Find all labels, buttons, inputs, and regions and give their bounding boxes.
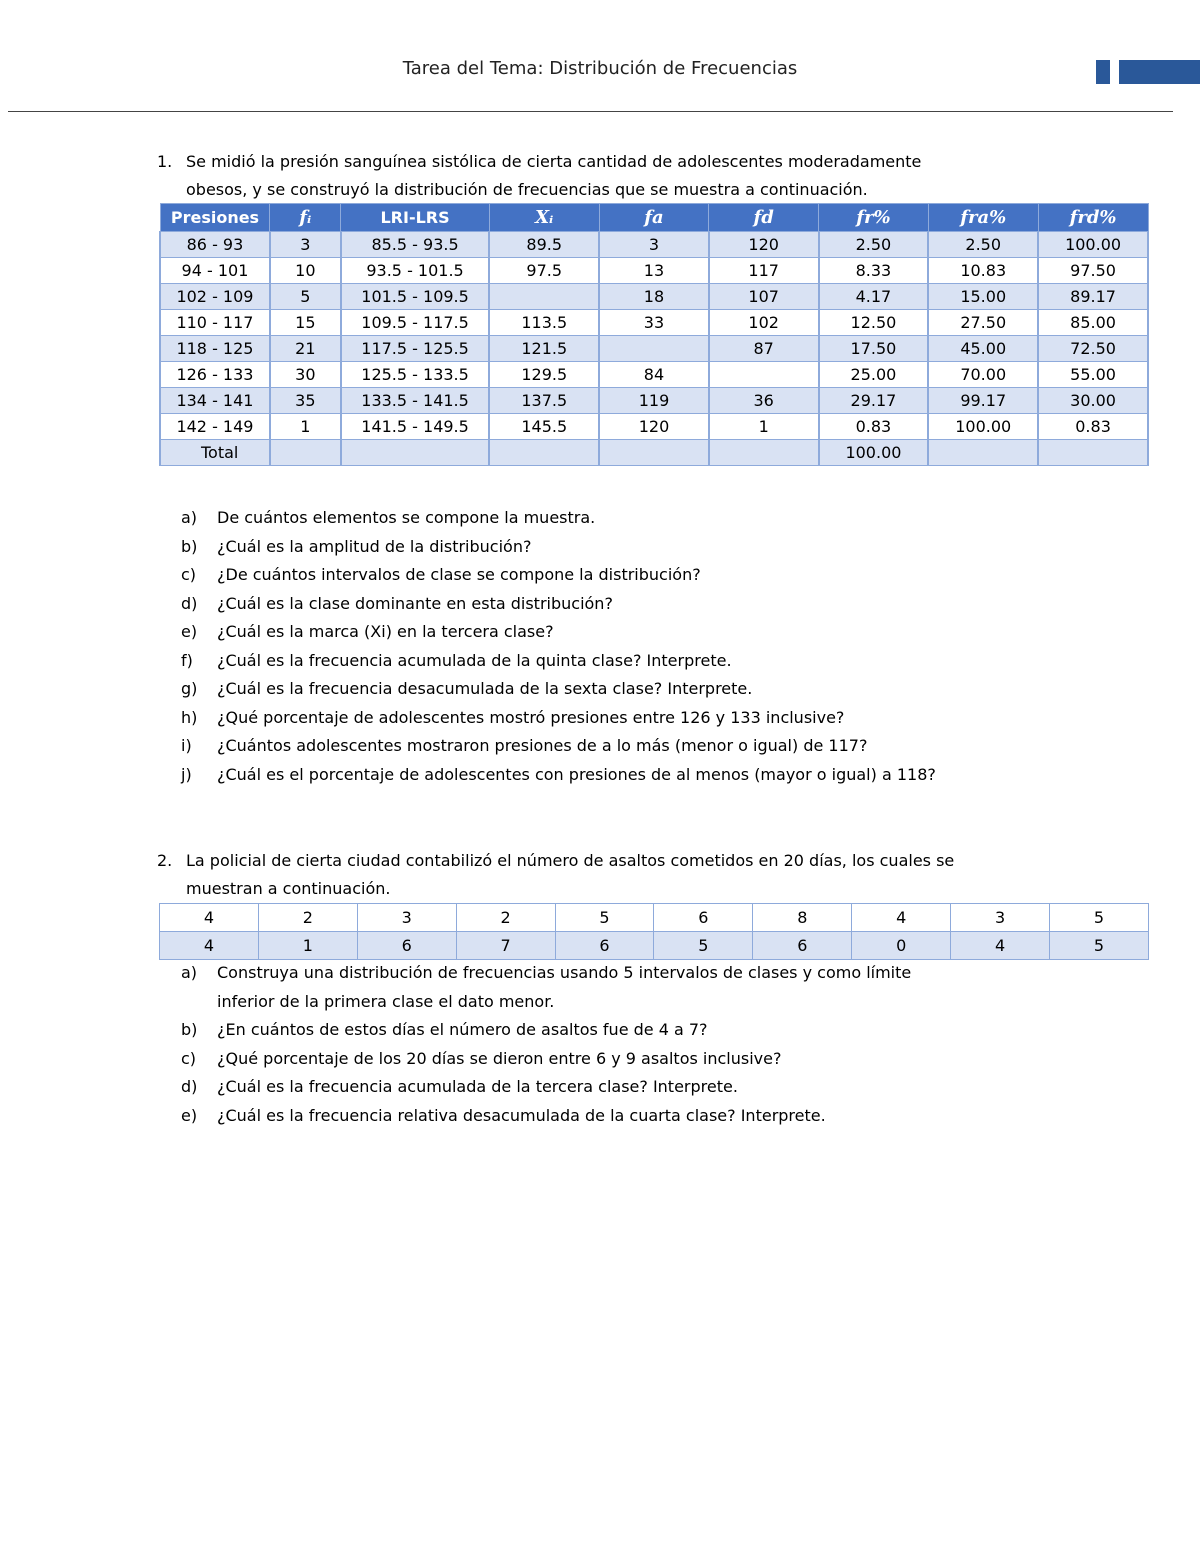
- assault-data-table: [159, 903, 1149, 960]
- table-cell: 0.83: [1038, 414, 1148, 440]
- question-2-subquestions: [181, 963, 1081, 1143]
- table-cell: 6: [357, 932, 456, 960]
- header-fr-percent: fr%: [819, 204, 929, 232]
- table-cell: 13: [599, 258, 709, 284]
- table-cell: 0.83: [819, 414, 929, 440]
- table-cell: 1: [709, 414, 819, 440]
- list-item-text: ¿Cuál es la frecuencia acumulada de la quinta clase? Interprete.: [217, 650, 732, 670]
- header-xi: Xᵢ: [489, 204, 599, 232]
- table-cell: 25.00: [819, 362, 929, 388]
- table-cell: 4: [951, 932, 1050, 960]
- table-row: [160, 284, 1148, 310]
- list-item-label: e): [181, 1105, 198, 1125]
- question-2-intro: [157, 847, 1157, 903]
- list-item-label: i): [181, 736, 192, 755]
- list-item-text: De cuántos elementos se compone la muestra.: [217, 508, 596, 527]
- table-row: [160, 932, 1149, 960]
- table-cell: 142 - 149: [160, 414, 270, 440]
- question-1-line-2: obesos, y se construyó la distribución de frecuencias que se muestra a continuación.: [186, 180, 868, 199]
- table-row: [160, 336, 1148, 362]
- list-item-label: f): [181, 650, 193, 670]
- list-item-text: inferior de la primera clase el dato menor.: [217, 991, 555, 1011]
- table-cell: [928, 440, 1038, 466]
- table-cell: 5: [654, 932, 753, 960]
- list-item-text: ¿En cuántos de estos días el número de asaltos fue de 4 a 7?: [217, 1020, 708, 1039]
- table-header-row: [160, 204, 1148, 232]
- table-cell: 33: [599, 310, 709, 336]
- list-item-label: b): [181, 536, 198, 556]
- title-rest: Distribución de Frecuencias: [543, 58, 798, 79]
- table-cell: 15: [270, 310, 341, 336]
- list-item-label: d): [181, 593, 198, 613]
- table-cell: 100.00: [928, 414, 1038, 440]
- table-cell: 120: [709, 232, 819, 258]
- table-cell: 4.17: [819, 284, 929, 310]
- header-fa: fa: [599, 204, 709, 232]
- list-item-label: j): [181, 764, 192, 784]
- list-item-text: ¿Cuál es la frecuencia relativa desacumulada de la cuarta clase? Interprete.: [217, 1105, 826, 1125]
- table-cell: 1: [270, 414, 341, 440]
- question-1-subquestions: [181, 508, 1081, 798]
- table-cell: 89.5: [489, 232, 599, 258]
- page-title: [0, 58, 1200, 79]
- table-cell: 0: [852, 932, 951, 960]
- question-2-line-1: La policial de cierta ciudad contabilizó el número de asaltos cometidos en 20 días, los cuales se: [186, 851, 955, 870]
- table-cell: 3: [599, 232, 709, 258]
- table-cell: 121.5: [489, 336, 599, 362]
- table-cell: 102: [709, 310, 819, 336]
- header-fi: fᵢ: [270, 204, 341, 232]
- table-row: [160, 388, 1148, 414]
- table-cell: 72.50: [1038, 336, 1148, 362]
- table-cell: [489, 284, 599, 310]
- table-cell: [709, 362, 819, 388]
- table-cell: 97.50: [1038, 258, 1148, 284]
- list-item-text: ¿Qué porcentaje de adolescentes mostró presiones entre 126 y 133 inclusive?: [217, 707, 845, 727]
- title-separator: :: [537, 58, 544, 79]
- table-cell: 6: [654, 904, 753, 932]
- table-cell: 10.83: [928, 258, 1038, 284]
- list-item-text: ¿Cuántos adolescentes mostraron presiones de a lo más (menor o igual) de 117?: [217, 736, 868, 755]
- table-cell: 4: [852, 904, 951, 932]
- header-divider: [8, 111, 1173, 112]
- list-item-text: ¿Cuál es la frecuencia acumulada de la tercera clase? Interprete.: [217, 1077, 738, 1096]
- list-item-text: ¿Cuál es la marca (Xi) en la tercera clase?: [217, 622, 554, 641]
- frequency-table-body: [160, 232, 1148, 466]
- header-frd-percent: frd%: [1038, 204, 1148, 232]
- table-row: [160, 232, 1148, 258]
- table-cell: 107: [709, 284, 819, 310]
- table-row: [160, 362, 1148, 388]
- table-cell: 8.33: [819, 258, 929, 284]
- table-row: [160, 440, 1148, 466]
- table-cell: 2: [258, 904, 357, 932]
- header-presiones: Presiones: [160, 204, 270, 232]
- table-cell: 145.5: [489, 414, 599, 440]
- table-cell: 3: [270, 232, 341, 258]
- table-cell: 117: [709, 258, 819, 284]
- table-cell: 137.5: [489, 388, 599, 414]
- table-cell: 5: [270, 284, 341, 310]
- table-row: [160, 310, 1148, 336]
- question-1-line-1: Se midió la presión sanguínea sistólica de cierta cantidad de adolescentes moderadamente: [186, 152, 922, 171]
- table-cell: 30: [270, 362, 341, 388]
- table-cell: 99.17: [928, 388, 1038, 414]
- table-cell: 129.5: [489, 362, 599, 388]
- table-row: [160, 904, 1149, 932]
- table-cell: 141.5 - 149.5: [341, 414, 490, 440]
- table-cell: 94 - 101: [160, 258, 270, 284]
- list-item-label: a): [181, 508, 198, 527]
- table-cell: [709, 440, 819, 466]
- table-cell: 110 - 117: [160, 310, 270, 336]
- header-fd: fd: [709, 204, 819, 232]
- question-1-intro: [157, 148, 1157, 204]
- assault-data-table-body: [160, 904, 1149, 960]
- table-cell: 12.50: [819, 310, 929, 336]
- table-cell: 5: [1050, 904, 1149, 932]
- table-cell: 7: [456, 932, 555, 960]
- table-cell: 113.5: [489, 310, 599, 336]
- list-item-text: ¿Qué porcentaje de los 20 días se dieron entre 6 y 9 asaltos inclusive?: [217, 1048, 782, 1068]
- table-cell: 2.50: [928, 232, 1038, 258]
- table-cell: Total: [160, 440, 270, 466]
- table-cell: 5: [1050, 932, 1149, 960]
- table-cell: 117.5 - 125.5: [341, 336, 490, 362]
- list-item-label: a): [181, 963, 198, 982]
- list-item-label: g): [181, 679, 198, 698]
- header-accent-block-large: [1119, 60, 1200, 84]
- list-item-text: Construya una distribución de frecuencias usando 5 intervalos de clases y como límite: [217, 963, 912, 982]
- table-row: [160, 414, 1148, 440]
- list-item-label: b): [181, 1020, 198, 1039]
- table-row: [160, 258, 1148, 284]
- table-cell: 2: [456, 904, 555, 932]
- table-cell: [599, 440, 709, 466]
- table-cell: 125.5 - 133.5: [341, 362, 490, 388]
- table-cell: 126 - 133: [160, 362, 270, 388]
- table-cell: 8: [753, 904, 852, 932]
- header-fra-percent: fra%: [928, 204, 1038, 232]
- table-cell: 30.00: [1038, 388, 1148, 414]
- table-cell: 89.17: [1038, 284, 1148, 310]
- table-cell: 119: [599, 388, 709, 414]
- table-cell: 3: [357, 904, 456, 932]
- table-cell: 6: [555, 932, 654, 960]
- table-cell: 18: [599, 284, 709, 310]
- table-cell: 36: [709, 388, 819, 414]
- question-2-line-2: muestran a continuación.: [186, 879, 391, 898]
- table-cell: 118 - 125: [160, 336, 270, 362]
- table-cell: 101.5 - 109.5: [341, 284, 490, 310]
- list-item-text: ¿Cuál es la clase dominante en esta distribución?: [217, 593, 613, 613]
- list-item-label: c): [181, 565, 197, 584]
- table-cell: 120: [599, 414, 709, 440]
- question-1-number: 1.: [157, 152, 173, 171]
- table-cell: 87: [709, 336, 819, 362]
- table-cell: 4: [160, 932, 259, 960]
- table-cell: 134 - 141: [160, 388, 270, 414]
- table-cell: [341, 440, 490, 466]
- table-cell: 27.50: [928, 310, 1038, 336]
- table-cell: 85.5 - 93.5: [341, 232, 490, 258]
- table-cell: 93.5 - 101.5: [341, 258, 490, 284]
- table-cell: 5: [555, 904, 654, 932]
- list-item-text: ¿Cuál es la amplitud de la distribución?: [217, 536, 532, 556]
- table-cell: 35: [270, 388, 341, 414]
- table-cell: [270, 440, 341, 466]
- table-cell: 1: [258, 932, 357, 960]
- table-cell: 84: [599, 362, 709, 388]
- table-cell: 10: [270, 258, 341, 284]
- title-prefix: Tarea del Tema: [402, 58, 538, 79]
- page-header: [0, 0, 1200, 115]
- table-cell: 70.00: [928, 362, 1038, 388]
- table-cell: 100.00: [1038, 232, 1148, 258]
- table-cell: 21: [270, 336, 341, 362]
- list-item-label: d): [181, 1077, 198, 1096]
- list-item-label: e): [181, 622, 198, 641]
- list-item-text: ¿De cuántos intervalos de clase se compone la distribución?: [217, 565, 701, 584]
- list-item-label: c): [181, 1048, 197, 1068]
- table-cell: [1038, 440, 1148, 466]
- table-cell: 6: [753, 932, 852, 960]
- table-cell: 17.50: [819, 336, 929, 362]
- header-accent-block-small: [1096, 60, 1110, 84]
- question-2-number: 2.: [157, 851, 173, 870]
- table-cell: 133.5 - 141.5: [341, 388, 490, 414]
- list-item-text: ¿Cuál es el porcentaje de adolescentes con presiones de al menos (mayor o igual) a 118?: [217, 764, 936, 784]
- list-item-label: h): [181, 707, 198, 727]
- table-cell: 102 - 109: [160, 284, 270, 310]
- table-cell: 100.00: [819, 440, 929, 466]
- table-cell: 86 - 93: [160, 232, 270, 258]
- list-item-text: ¿Cuál es la frecuencia desacumulada de la sexta clase? Interprete.: [217, 679, 753, 698]
- table-cell: [489, 440, 599, 466]
- table-cell: 45.00: [928, 336, 1038, 362]
- table-cell: 4: [160, 904, 259, 932]
- table-cell: 109.5 - 117.5: [341, 310, 490, 336]
- table-cell: 15.00: [928, 284, 1038, 310]
- table-cell: 97.5: [489, 258, 599, 284]
- table-cell: 2.50: [819, 232, 929, 258]
- table-cell: 3: [951, 904, 1050, 932]
- table-cell: 85.00: [1038, 310, 1148, 336]
- frequency-table: [159, 203, 1149, 466]
- table-cell: 55.00: [1038, 362, 1148, 388]
- table-cell: [599, 336, 709, 362]
- header-lri-lrs: LRI-LRS: [341, 204, 490, 232]
- table-cell: 29.17: [819, 388, 929, 414]
